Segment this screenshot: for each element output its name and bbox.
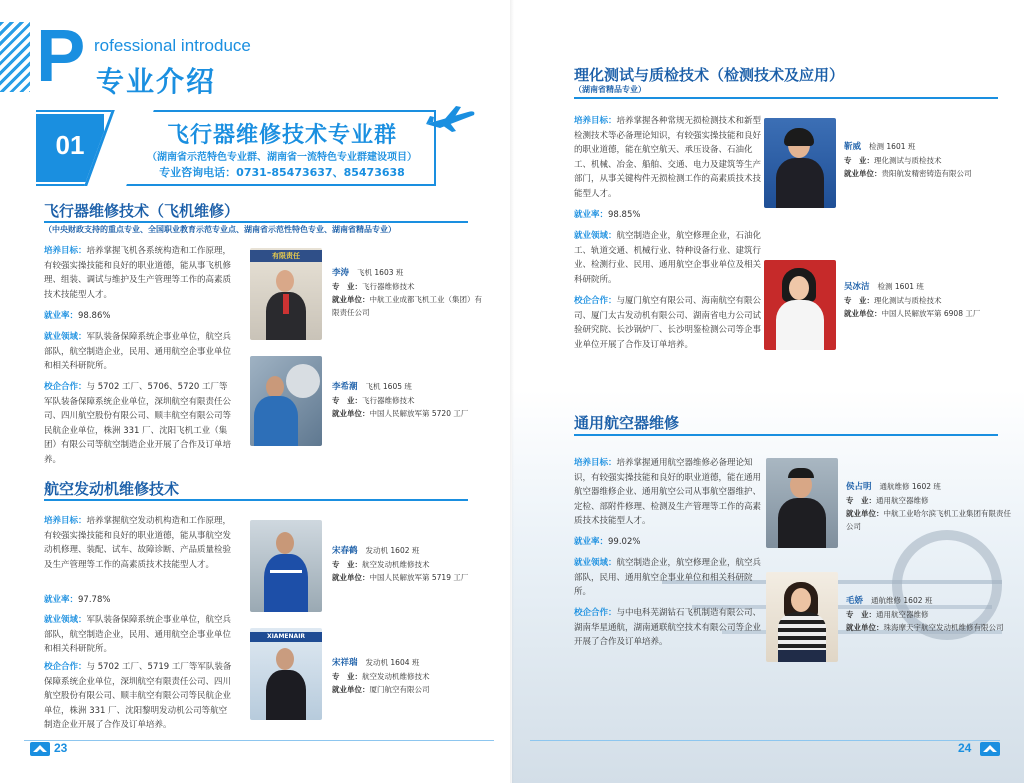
student-photo [764, 118, 836, 208]
student-major: 通用航空器维修 [876, 496, 929, 505]
paragraph-rate [574, 535, 762, 550]
student-employer: 珠海摩天宇航空发动机维修有限公司 [883, 623, 1004, 632]
student-class: 飞机 1605 班 [365, 382, 412, 391]
group-banner [36, 110, 466, 186]
page-number: 24 [958, 741, 972, 755]
student-info [844, 140, 1014, 180]
student-class: 发动机 1602 班 [365, 546, 420, 555]
student-info [846, 594, 1016, 634]
section-note: （中央财政支持的重点专业、全国职业教育示范专业点、湖南省示范性特色专业、湖南省精品专业） [44, 225, 396, 234]
label-coop: 校企合作： [574, 608, 617, 618]
section-rule [574, 97, 998, 99]
section-rule [574, 434, 998, 436]
plane-icon [424, 104, 476, 134]
student-major: 理化测试与质检技术 [874, 156, 942, 165]
label-field: 就业领域： [44, 615, 87, 625]
label-employer: 就业单位： [332, 409, 370, 418]
student-class: 检测 1601 班 [869, 142, 916, 151]
section-title-testing-inspection: 理化测试与质检技术（检测技术及应用） [574, 66, 845, 84]
label-major: 专 业： [332, 672, 362, 681]
student-name: 李涛 [332, 268, 350, 278]
label-major: 专 业： [332, 282, 362, 291]
label-rate: 就业率： [574, 537, 609, 547]
student-class: 发动机 1604 班 [365, 658, 420, 667]
student-class: 通航维修 1602 班 [879, 482, 941, 491]
label-coop: 校企合作： [44, 662, 87, 672]
label-major: 专 业： [332, 396, 362, 405]
section-title-engine-maintenance: 航空发动机维修技术 [44, 480, 180, 498]
banner-subtitle: （湖南省示范特色专业群、湖南省一流特色专业群建设项目） [147, 152, 417, 163]
student-name: 毛娇 [846, 596, 864, 606]
label-employer: 就业单位： [846, 623, 884, 632]
student-employer: 中国人民解放军第 5719 工厂 [369, 573, 469, 582]
text-coop: 与中电科芜湖钻石飞机制造有限公司、湖南华星通航，湖南通联航空技术有限公司等企业开展了合作及订单培养。 [574, 608, 762, 647]
student-info [332, 656, 482, 696]
paragraph-rate [44, 593, 232, 608]
text-field: 军队装备保障系统企事业单位，航空兵部队，航空制造企业，民用、通用航空企事业单位和相关科研院所。 [44, 615, 232, 654]
student-name: 靳威 [844, 142, 862, 152]
student-employer: 中航工业成都飞机工业（集团）有限责任公司 [332, 295, 482, 317]
section-title-aircraft-maintenance: 飞行器维修技术（飞机维修） [44, 202, 240, 220]
text-field: 航空制造企业，航空修理企业，航空兵部队，民用、通用航空企事业单位和相关科研院所。 [574, 558, 762, 597]
paragraph-coop [574, 606, 762, 650]
student-major: 通用航空器维修 [876, 610, 929, 619]
label-employer: 就业单位： [846, 509, 884, 518]
label-employer: 就业单位： [332, 295, 370, 304]
photo-banner-text: 有限责任 [250, 250, 322, 262]
paragraph-field [574, 229, 762, 287]
student-major: 飞行器维修技术 [362, 396, 415, 405]
label-goal: 培养目标： [44, 246, 87, 256]
text-coop: 与 5702 工厂、5719 工厂等军队装备保障系统企业单位，深圳航空有限责任公司、四川航空股份有限公司、顺丰航空有限公司等民航企业单位，株洲 331 厂、沈阳黎明发动机公司等航空制造企业开展了合作及订单培养。 [44, 662, 232, 730]
text-goal: 培养掌握航空发动机构造和工作原理，有较强实操技能和良好的职业道德，能从事航空发动机修理、装配、试车、故障诊断、产品质量检验及生产管理等工作的高素质技术技能型人才。 [44, 516, 232, 570]
label-field: 就业领域： [574, 231, 617, 241]
paragraph-rate [574, 208, 762, 223]
logo-icon [980, 742, 1000, 756]
footer-rule [530, 740, 1000, 741]
text-rate: 97.78% [78, 595, 111, 605]
paragraph-rate [44, 309, 232, 324]
text-rate: 98.85% [608, 210, 641, 220]
section-rule [44, 499, 468, 501]
label-major: 专 业： [846, 496, 876, 505]
banner-phone: 专业咨询电话：0731-85473637、85473638 [159, 166, 405, 179]
label-rate: 就业率： [574, 210, 609, 220]
right-page [512, 0, 1024, 783]
label-employer: 就业单位： [844, 309, 882, 318]
paragraph-goal [574, 456, 762, 529]
student-photo [250, 248, 322, 340]
label-coop: 校企合作： [574, 296, 617, 306]
student-name: 侯占明 [846, 482, 872, 492]
label-employer: 就业单位： [332, 573, 370, 582]
student-info [332, 380, 482, 420]
decorative-stripes [0, 22, 30, 92]
paragraph-field [574, 556, 762, 600]
paragraph-field [44, 613, 232, 657]
student-photo [766, 458, 838, 548]
paragraph-coop [44, 380, 232, 467]
label-rate: 就业率： [44, 595, 79, 605]
student-photo [764, 260, 836, 350]
text-goal: 培养掌握飞机各系统构造和工作原理，有较强实操技能和良好的职业道德，能从事飞机修理、组装、调试与维护及生产管理等工作的高素质技术技能型人才。 [44, 246, 232, 300]
section-title-general-aviation: 通用航空器维修 [574, 414, 680, 432]
text-goal: 培养掌握各种常规无损检测技术和新型检测技术等必备理论知识，有较强实操技能和良好的职业道德，能在航空航天、承压设备、石油化工、机械、冶金、船舶、交通、电力及建筑等生产部门，从事关键构件无损检测工作的高素质技术技能型人才。 [574, 116, 762, 199]
paragraph-field [44, 330, 232, 374]
student-employer: 厦门航空有限公司 [369, 685, 430, 694]
label-employer: 就业单位： [844, 169, 882, 178]
header-big-letter: P [36, 14, 86, 97]
text-coop: 与厦门航空有限公司、海南航空有限公司、厦门太古发动机有限公司、湖南省电力公司试验研究院、长沙锅炉厂、长沙明鉴检测公司等企事业单位开展了合作及订单培养。 [574, 296, 762, 350]
student-name: 李希潮 [332, 382, 358, 392]
student-name: 吴冰洁 [844, 282, 870, 292]
student-info [332, 544, 482, 584]
text-rate: 99.02% [608, 537, 641, 547]
label-major: 专 业： [844, 156, 874, 165]
banner-number: 01 [55, 130, 85, 160]
student-photo [250, 356, 322, 446]
label-rate: 就业率： [44, 311, 79, 321]
student-name: 宋春鹤 [332, 546, 358, 556]
paragraph-goal [44, 514, 232, 572]
text-field: 航空制造企业，航空修理企业，石油化工、轨道交通、机械行业、特种设备行业、建筑行业、检测行业、民用、通用航空企事业单位及相关科研院所。 [574, 231, 762, 285]
student-major: 理化测试与质检技术 [874, 296, 942, 305]
logo-icon [30, 742, 50, 756]
label-coop: 校企合作： [44, 382, 87, 392]
student-photo [766, 572, 838, 662]
label-goal: 培养目标： [574, 116, 617, 126]
student-class: 飞机 1603 班 [357, 268, 404, 277]
student-photo [250, 628, 322, 720]
label-major: 专 业： [844, 296, 874, 305]
header-english-text: rofessional introduce [94, 36, 251, 55]
student-photo [250, 520, 322, 612]
page-fold [510, 0, 514, 783]
student-class: 检测 1601 班 [877, 282, 924, 291]
section-rule [44, 221, 468, 223]
student-info [846, 480, 1016, 533]
student-employer: 贵阳航发精密铸造有限公司 [881, 169, 972, 178]
student-info [332, 266, 482, 319]
label-goal: 培养目标： [44, 516, 87, 526]
footer-rule [24, 740, 494, 741]
student-name: 宋祥瑞 [332, 658, 358, 668]
label-major: 专 业： [846, 610, 876, 619]
student-class: 通航维修 1602 班 [871, 596, 933, 605]
label-field: 就业领域： [44, 332, 87, 342]
photo-banner-text: XIAMENAIR [250, 632, 322, 642]
student-info [844, 280, 1014, 320]
page-title: 专业介绍 [96, 65, 217, 98]
text-goal: 培养掌握通用航空器维修必备理论知识，有较强实操技能和良好的职业道德，能在通用航空器维修企业、通用航空公司从事航空器维护、定检、部附件修理、检测及生产管理等工作的高素质技术技能型人才。 [574, 458, 762, 526]
paragraph-coop [44, 660, 232, 733]
paragraph-goal [44, 244, 232, 302]
label-employer: 就业单位： [332, 685, 370, 694]
text-rate: 98.86% [78, 311, 111, 321]
student-employer: 中航工业哈尔滨飞机工业集团有限责任公司 [846, 509, 1011, 531]
text-coop: 与 5702 工厂、5706、5720 工厂等军队装备保障系统企业单位，深圳航空有限责任公司、四川航空股份有限公司、顺丰航空有限公司等民航企业单位，株洲 331 厂、沈阳飞机工业（集团）有限公司等航空制造企业开展了合作及订单培养。 [44, 382, 232, 465]
student-employer: 中国人民解放军第 6908 工厂 [881, 309, 981, 318]
student-major: 飞行器维修技术 [362, 282, 415, 291]
banner-title: 飞行器维修技术专业群 [166, 123, 397, 148]
text-field: 军队装备保障系统企事业单位，航空兵部队，航空制造企业，民用、通用航空企事业单位和相关科研院所。 [44, 332, 232, 371]
page-number: 23 [54, 741, 68, 755]
label-major: 专 业： [332, 560, 362, 569]
paragraph-coop [574, 294, 762, 352]
student-major: 航空发动机维修技术 [362, 672, 430, 681]
paragraph-goal [574, 114, 762, 201]
label-goal: 培养目标： [574, 458, 617, 468]
section-note: （湖南省精品专业） [574, 85, 646, 94]
student-employer: 中国人民解放军第 5720 工厂 [369, 409, 469, 418]
label-field: 就业领域： [574, 558, 617, 568]
student-major: 航空发动机维修技术 [362, 560, 430, 569]
